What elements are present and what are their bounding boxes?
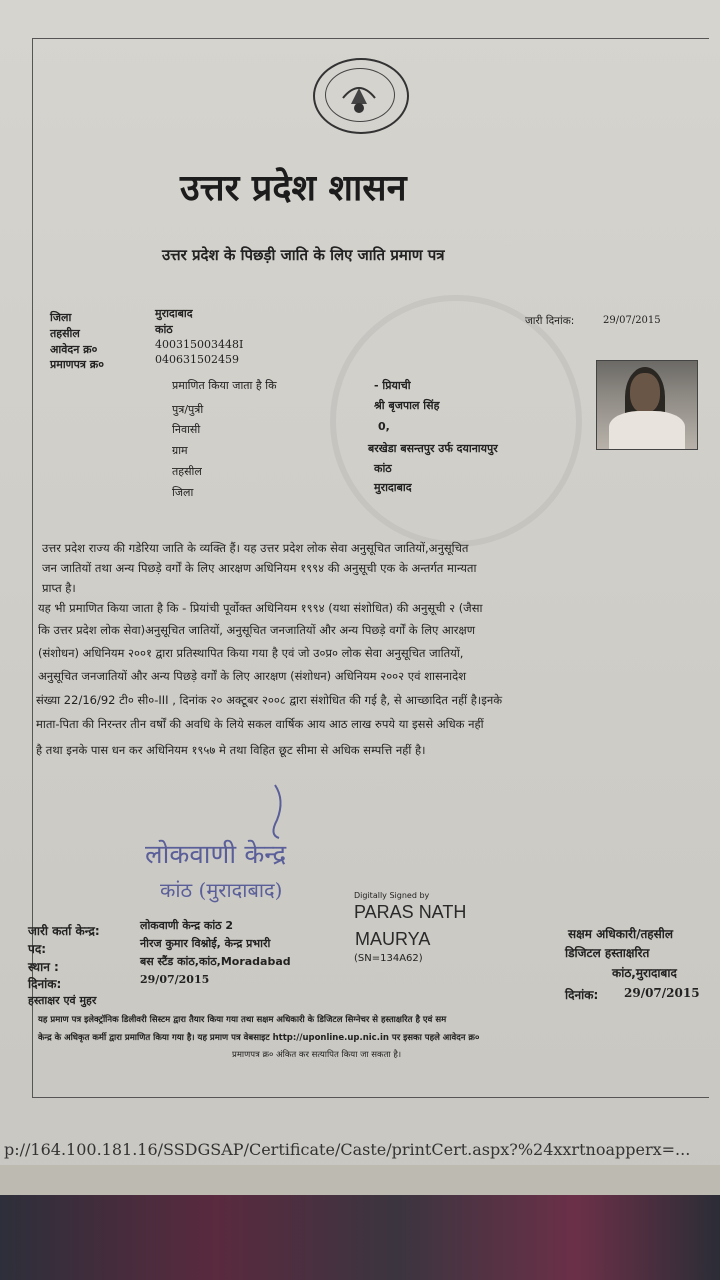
para2-line: माता-पिता की निरन्तर तीन वर्षों की अवधि के लिये सकल वार्षिक आय आठ लाख रुपये या इससे अधिक नहीं xyxy=(36,717,484,731)
para1-line: उत्तर प्रदेश राज्य की गडेरिया जाति के व्यक्ति हैं। यह उत्तर प्रदेश लोक सेवा अनुसूचित जातियों,अनुसूचित xyxy=(42,541,469,555)
digital-sign-label: Digitally Signed by xyxy=(354,891,430,900)
footnote-line: प्रमाणपत्र क्र० अंकित कर सत्यापित किया जा सकता है। xyxy=(232,1050,402,1060)
post-label: पद: xyxy=(28,942,46,956)
issue-date-label: जारी दिनांक: xyxy=(525,315,575,327)
para2-line: संख्या 22/16/92 टी० सी०-III , दिनांक २० अक्टूबर २००८ द्वारा संशोधित की गई है, से आच्छादित नहीं है।इनके xyxy=(36,693,503,707)
detail-value-father: श्री बृजपाल सिंह xyxy=(374,399,440,412)
district-label: जिला xyxy=(50,311,72,324)
place-label: स्थान : xyxy=(28,960,59,974)
issuer-center-label: जारी कर्ता केन्द्र: xyxy=(28,924,100,938)
signer-serial: (SN=134A62) xyxy=(354,953,423,964)
tehsil-value: कांठ xyxy=(155,323,173,336)
watermark-seal xyxy=(330,295,582,547)
detail-label-tehsil: तहसील xyxy=(172,465,202,478)
emblem-graphic xyxy=(313,58,405,130)
certificate-no-value: 040631502459 xyxy=(155,353,239,366)
authority-line3: कांठ,मुरादाबाद xyxy=(612,966,677,980)
stamp-line1: लोकवाणी केन्द्र xyxy=(145,840,287,870)
print-url: p://164.100.181.16/SSDGSAP/Certificate/Caste/printCert.aspx?%24xxrtnoapperx=... xyxy=(4,1140,691,1159)
para2-line: है तथा इनके पास धन कर अधिनियम १९५७ मे तथा विहित छूट सीमा से अधिक सम्पत्ति नहीं है। xyxy=(36,743,426,757)
detail-label-certify: प्रमाणित किया जाता है कि xyxy=(172,379,277,392)
detail-value-name: - प्रियाची xyxy=(374,379,411,392)
detail-value-village: बरखेडा बसन्तपुर उर्फ दयानायपुर xyxy=(368,442,498,455)
certificate-no-label: प्रमाणपत्र क्र० xyxy=(50,358,104,371)
detail-label-son-daughter: पुत्र/पुत्री xyxy=(172,403,204,416)
application-no-label: आवेदन क्र० xyxy=(50,343,98,356)
detail-value-district: मुरादाबाद xyxy=(374,481,412,494)
para2-line: (संशोधन) अधिनियम २००१ द्वारा प्रतिस्थापित किया गया है एवं जो उ०प्र० लोक सेवा अनुसूचित जातियों, xyxy=(38,646,464,660)
stamp-line2: कांठ (मुरादाबाद) xyxy=(160,878,283,902)
footnote-line: यह प्रमाण पत्र इलेक्ट्रॉनिक डिलीवरी सिस्टम द्वारा तैयार किया गया तथा सक्षम अधिकारी के डिजिटल सिग्नेचर से हस्ताक्षरित है एवं सम xyxy=(38,1015,447,1025)
district-value: मुरादाबाद xyxy=(155,307,193,320)
application-no-value: 400315003448I xyxy=(155,338,244,351)
up-emblem-icon xyxy=(313,58,409,134)
photo-shirt xyxy=(609,411,685,450)
signer-name-line2: MAURYA xyxy=(355,929,431,949)
authority-line1: सक्षम अधिकारी/तहसील xyxy=(568,927,674,941)
tehsil-label: तहसील xyxy=(50,327,80,340)
issuer-center-value: लोकवाणी केन्द्र कांठ 2 xyxy=(140,919,234,932)
detail-label-village: ग्राम xyxy=(172,444,188,457)
applicant-photo xyxy=(596,360,698,450)
para1-line: प्राप्त है। xyxy=(42,581,76,595)
place-value: बस स्टैंड कांठ,कांठ,Moradabad xyxy=(140,955,291,968)
authority-date-value: 29/07/2015 xyxy=(624,986,700,1000)
date-label: दिनांक: xyxy=(28,977,62,991)
para2-line: कि उत्तर प्रदेश लोक सेवा)अनुसूचित जातियों, अनुसूचित जनजातियों और अन्य पिछड़े वर्गों के लिए आरक्षण xyxy=(38,623,476,637)
background-fabric xyxy=(0,1195,720,1280)
para2-line: यह भी प्रमाणित किया जाता है कि - प्रियांची पूर्वोक्त अधिनियम १९९४ (यथा संशोधित) की अनुसूची २ (जैसा xyxy=(38,601,483,615)
authority-date-label: दिनांक: xyxy=(565,988,599,1002)
detail-value-tehsil: कांठ xyxy=(374,462,392,475)
footnote-line: केन्द्र के अधिकृत कर्मी द्वारा प्रमाणित किया गया है। यह प्रमाण पत्र वेबसाइट http://uponline.up.nic.in पर इसका पहले आवेदन क्र० xyxy=(38,1033,480,1043)
signer-name-line1: PARAS NATH xyxy=(354,902,467,922)
page-subtitle: उत्तर प्रदेश के पिछड़ी जाति के लिए जाति प्रमाण पत्र xyxy=(162,246,445,264)
photo-face xyxy=(630,373,660,413)
signature-scribble xyxy=(255,780,295,840)
detail-label-district: जिला xyxy=(172,486,194,499)
page-title: उत्तर प्रदेश शासन xyxy=(180,168,407,209)
sign-seal-label: हस्ताक्षर एवं मुहर xyxy=(28,994,97,1007)
para2-line: अनुसूचित जनजातियों और अन्य पिछड़े वर्गों के लिए आरक्षण (संशोधन) अधिनियम २००२ एवं शासनादेश xyxy=(38,669,467,683)
post-value: नीरज कुमार विश्नोई, केन्द्र प्रभारी xyxy=(140,937,271,950)
authority-line2: डिजिटल हस्ताक्षरित xyxy=(565,946,650,960)
issue-date-value: 29/07/2015 xyxy=(603,315,661,326)
detail-value-resident: 0, xyxy=(378,420,390,433)
detail-label-resident: निवासी xyxy=(172,423,201,436)
date-value: 29/07/2015 xyxy=(140,973,210,986)
para1-line: जन जातियों तथा अन्य पिछड़े वर्गों के लिए आरक्षण अधिनियम १९९४ की अनुसूची एक के अन्तर्गत मान्यता xyxy=(42,561,477,575)
